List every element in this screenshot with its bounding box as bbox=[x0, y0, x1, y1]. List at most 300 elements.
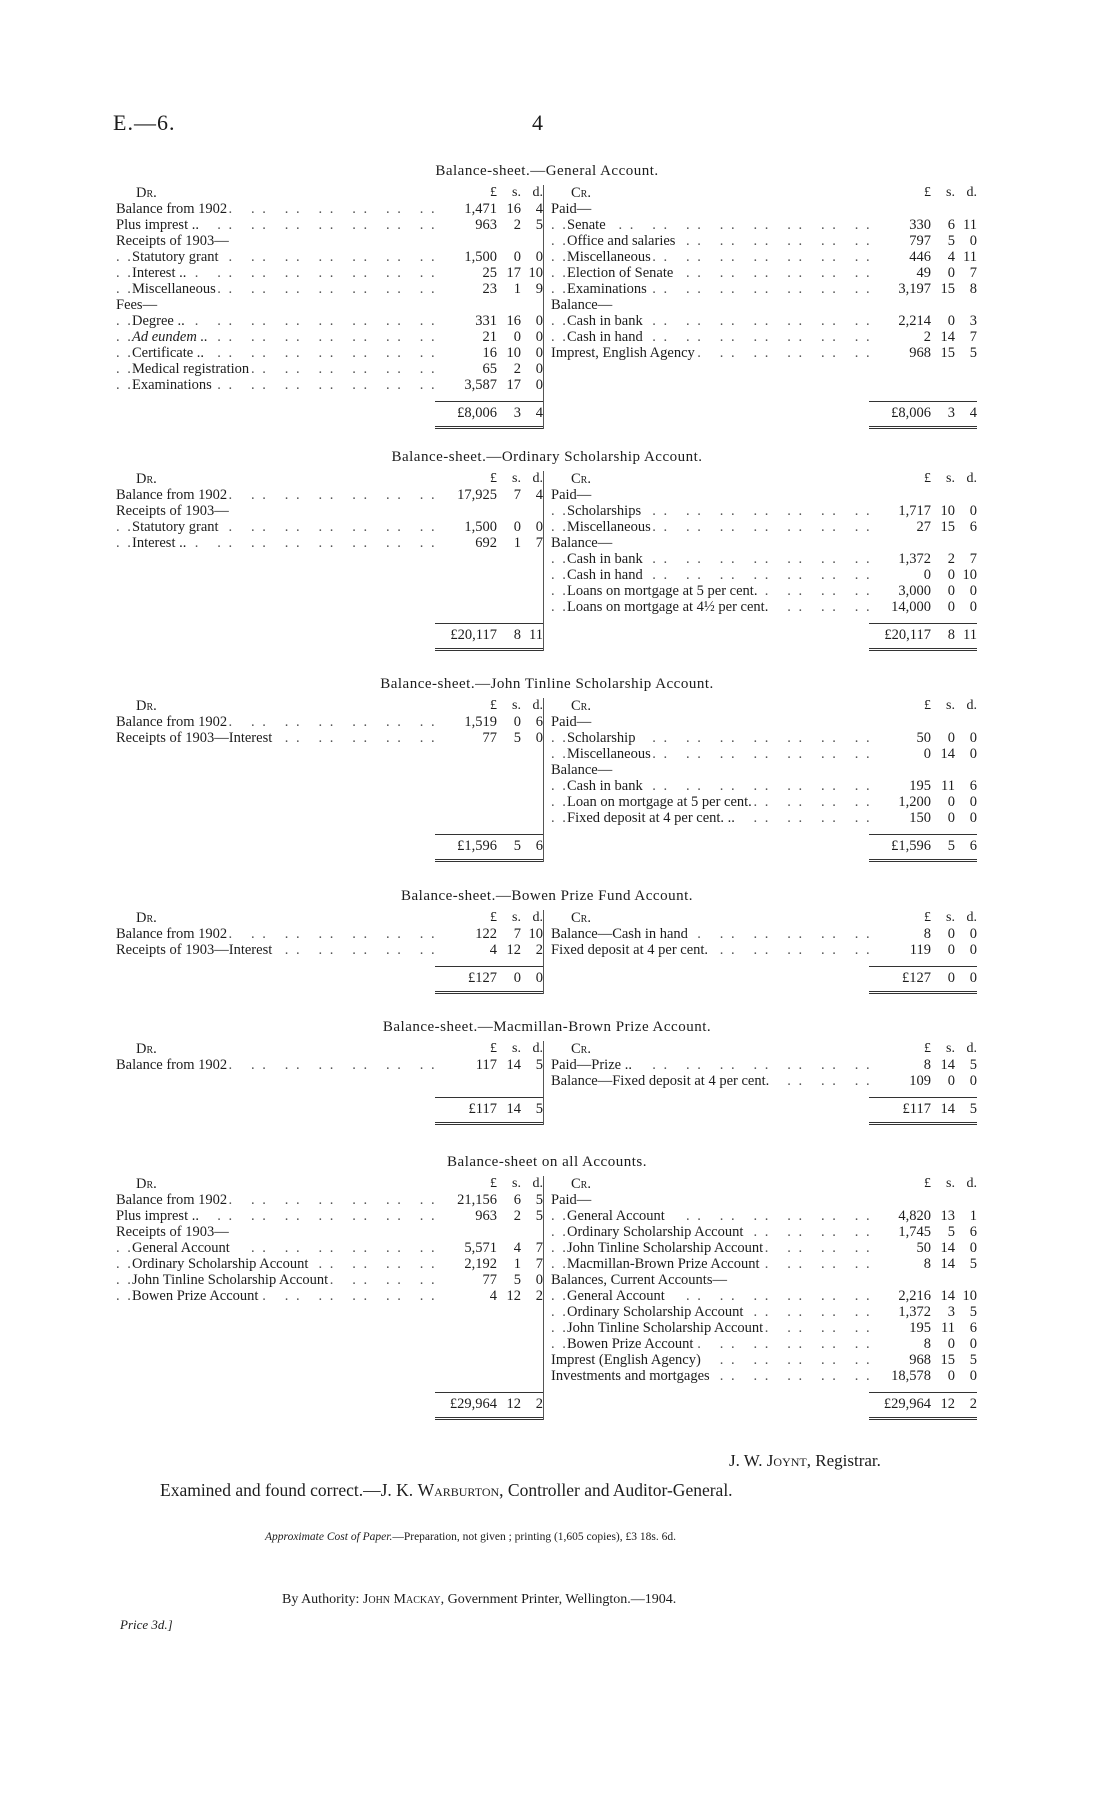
dr-entry-text: Degree .. bbox=[132, 313, 185, 329]
cr-entry-shillings bbox=[931, 714, 955, 730]
cr-entry-text: Paid— bbox=[551, 714, 592, 730]
dr-entry bbox=[116, 1256, 543, 1272]
cr-column bbox=[543, 471, 977, 651]
cr-total-amount bbox=[869, 970, 977, 987]
dr-entry-label bbox=[116, 217, 435, 233]
dr-total bbox=[435, 834, 543, 862]
dr-entry bbox=[116, 1224, 543, 1240]
cr-entry-pence: 7 bbox=[969, 329, 977, 345]
cr-entry-label bbox=[551, 714, 869, 730]
dr-entry-pence: 2 bbox=[535, 942, 543, 958]
dr-entry-pence: 0 bbox=[535, 730, 543, 746]
cr-entry-pence bbox=[955, 201, 977, 217]
cr-entry-amount bbox=[869, 567, 977, 583]
dr-entry-pounds: 117 bbox=[475, 1057, 497, 1073]
dr-entry-shillings: 12 bbox=[506, 1288, 521, 1304]
cr-entry-shillings bbox=[931, 297, 955, 313]
dr-entry-amount bbox=[435, 1240, 543, 1256]
cr-entry bbox=[551, 762, 977, 778]
dr-entry-text: General Account bbox=[132, 1240, 230, 1256]
cr-entry-text: General Account bbox=[567, 1208, 665, 1224]
dr-entry-pence: 0 bbox=[535, 249, 543, 265]
cr-entry-shillings: 14 bbox=[940, 1240, 955, 1256]
cr-entry-text: Paid— bbox=[551, 201, 592, 217]
dr-entry-label bbox=[116, 281, 435, 297]
cr-total-amount bbox=[869, 1101, 977, 1118]
dr-entry-text: Plus imprest .. bbox=[116, 217, 199, 233]
cr-entry-label bbox=[551, 329, 869, 345]
dr-entry-amount bbox=[435, 1208, 543, 1224]
cr-entry-shillings bbox=[931, 1192, 955, 1208]
dr-entry bbox=[116, 217, 543, 233]
balance-sheet bbox=[116, 163, 978, 429]
cr-entry bbox=[551, 794, 977, 810]
cr-entry bbox=[551, 746, 977, 762]
dr-entry-amount bbox=[435, 265, 543, 281]
dr-money-head-shillings: s. bbox=[512, 471, 521, 486]
dr-entry-text: Ad eundem .. bbox=[132, 329, 208, 345]
dr-entry-pence: 0 bbox=[535, 519, 543, 535]
dr-entry-amount bbox=[435, 1224, 543, 1240]
dr-money-head-pounds: £ bbox=[490, 471, 497, 486]
cr-entry bbox=[551, 551, 977, 567]
cr-entry-text: Paid—Prize .. bbox=[551, 1057, 632, 1073]
dr-entry-amount bbox=[435, 1192, 543, 1208]
dr-entry-pounds: 21 bbox=[482, 329, 497, 345]
cr-total-pounds: £29,964 bbox=[883, 1396, 931, 1412]
dr-entry-label bbox=[116, 1224, 435, 1240]
dr-total-row bbox=[116, 401, 543, 429]
dr-entry-pence: 7 bbox=[535, 1240, 543, 1256]
dr-entry-pence bbox=[521, 297, 543, 313]
dr-money-head-pence: d. bbox=[532, 910, 543, 925]
dr-entry-pounds: 1,519 bbox=[464, 714, 497, 730]
dr-entry bbox=[116, 377, 543, 393]
paper-cost-label: Approximate Cost of Paper. bbox=[265, 1531, 393, 1543]
cr-entry-shillings: 0 bbox=[947, 567, 955, 583]
cr-entry bbox=[551, 1256, 977, 1272]
cr-entry-amount bbox=[869, 1320, 977, 1336]
cr-entry-pounds: 150 bbox=[909, 810, 931, 826]
cr-entry-text: Fixed deposit at 4 per cent. bbox=[551, 942, 709, 958]
cr-total-row bbox=[551, 1392, 977, 1420]
dr-entry-text: Examinations bbox=[132, 377, 212, 393]
dr-entry bbox=[116, 249, 543, 265]
dr-entry-text: Balance from 1902 bbox=[116, 714, 228, 730]
dr-total-amount bbox=[435, 1101, 543, 1118]
cr-entry-pence bbox=[955, 1272, 977, 1288]
cr-entry bbox=[551, 778, 977, 794]
cr-entry-label bbox=[551, 345, 869, 361]
cr-entry-label bbox=[551, 794, 869, 810]
dr-money-head-amount bbox=[435, 1176, 543, 1192]
cr-entry-label bbox=[551, 1304, 869, 1320]
dr-entry-amount bbox=[435, 487, 543, 503]
cr-entry-pence: 10 bbox=[962, 1288, 977, 1304]
cr-entry-label bbox=[551, 1073, 869, 1089]
dr-entry bbox=[116, 926, 543, 942]
cr-entry-text: Balance— bbox=[551, 762, 613, 778]
cr-entry-shillings bbox=[931, 535, 955, 551]
cr-entry-text: Balance— bbox=[551, 535, 613, 551]
cr-entry-shillings: 0 bbox=[947, 926, 955, 942]
dr-heading: Dr. bbox=[136, 185, 157, 201]
dr-entry-text: Balance from 1902 bbox=[116, 487, 228, 503]
cr-entry-shillings: 0 bbox=[947, 599, 955, 615]
cr-money-head-shillings: s. bbox=[946, 185, 955, 200]
dr-entry-label bbox=[116, 1192, 435, 1208]
dr-entry-pence: 2 bbox=[535, 1288, 543, 1304]
paper-cost-note bbox=[265, 1531, 676, 1543]
dr-money-head-pence: d. bbox=[532, 1041, 543, 1056]
cr-entry-shillings: 11 bbox=[941, 1320, 955, 1336]
sheet-columns bbox=[116, 698, 978, 862]
dr-money-head-pence: d. bbox=[532, 1176, 543, 1191]
cr-entry-pounds bbox=[869, 487, 931, 503]
cr-entry-amount bbox=[869, 810, 977, 826]
cr-entry-pence: 0 bbox=[969, 1240, 977, 1256]
dr-entry-shillings: 2 bbox=[513, 217, 521, 233]
cr-entry-amount bbox=[869, 714, 977, 730]
cr-entry-amount bbox=[869, 503, 977, 519]
cr-entry-text: Macmillan-Brown Prize Account bbox=[567, 1256, 760, 1272]
cr-entry-pence: 0 bbox=[969, 746, 977, 762]
dr-heading: Dr. bbox=[136, 1176, 157, 1192]
cr-entry-text: Imprest, English Agency bbox=[551, 345, 695, 361]
dr-total-amount bbox=[435, 627, 543, 644]
cr-entry-amount bbox=[869, 942, 977, 958]
cr-entry-pence: 0 bbox=[969, 942, 977, 958]
cr-entry-shillings: 15 bbox=[940, 281, 955, 297]
cr-entry-pounds: 446 bbox=[909, 249, 931, 265]
dr-entry-shillings: 1 bbox=[513, 281, 521, 297]
dr-entry bbox=[116, 942, 543, 958]
cr-entry-pounds: 50 bbox=[916, 730, 931, 746]
cr-entry-amount bbox=[869, 519, 977, 535]
balance-sheet bbox=[116, 676, 978, 862]
cr-entry-text: Ordinary Scholarship Account bbox=[567, 1224, 744, 1240]
cr-entry-pence: 5 bbox=[969, 1256, 977, 1272]
cr-entry-shillings: 6 bbox=[947, 217, 955, 233]
cr-total-pence: 6 bbox=[969, 838, 977, 854]
dr-entry bbox=[116, 746, 543, 762]
dr-entry-label bbox=[116, 535, 435, 551]
cr-entry bbox=[551, 1192, 977, 1208]
dr-entry-shillings bbox=[497, 1224, 521, 1240]
cr-entry-text: Cash in hand bbox=[567, 329, 643, 345]
cr-total-shillings: 0 bbox=[947, 970, 955, 986]
dr-entry-amount bbox=[435, 714, 543, 730]
dr-entry-label bbox=[116, 201, 435, 217]
cr-entry-label bbox=[551, 551, 869, 567]
cr-entry-shillings bbox=[931, 762, 955, 778]
auditor-prefix: Examined and found correct.—J. K. bbox=[160, 1480, 418, 1500]
dr-total-pence: 0 bbox=[535, 970, 543, 986]
dr-total-pence: 2 bbox=[535, 1396, 543, 1412]
cr-entry-pence: 5 bbox=[969, 1304, 977, 1320]
cr-entry-pence bbox=[955, 297, 977, 313]
dr-money-head-pence: d. bbox=[532, 185, 543, 200]
cr-entry-pounds bbox=[869, 535, 931, 551]
cr-entry-pounds bbox=[869, 1272, 931, 1288]
dr-entry-amount bbox=[435, 1256, 543, 1272]
cr-column bbox=[543, 1041, 977, 1125]
cr-entry-pounds: 4,820 bbox=[898, 1208, 931, 1224]
cr-total bbox=[869, 834, 977, 862]
dr-entry-label bbox=[116, 926, 435, 942]
dr-entry-text: Receipts of 1903—Interest bbox=[116, 942, 273, 958]
cr-entry-pounds: 3,197 bbox=[898, 281, 931, 297]
dr-entry bbox=[116, 201, 543, 217]
cr-entry-label bbox=[551, 567, 869, 583]
dr-entry-pence bbox=[521, 503, 543, 519]
cr-entry-text: John Tinline Scholarship Account bbox=[567, 1240, 764, 1256]
dr-entry bbox=[116, 345, 543, 361]
cr-entry-label bbox=[551, 1208, 869, 1224]
dr-entry-label bbox=[116, 1057, 435, 1073]
cr-entry-pence: 7 bbox=[969, 265, 977, 281]
cr-entry-amount bbox=[869, 926, 977, 942]
cr-entry-shillings: 5 bbox=[947, 233, 955, 249]
dr-total-shillings: 0 bbox=[513, 970, 521, 986]
dr-entry-shillings: 7 bbox=[513, 926, 521, 942]
dr-entry-pence: 0 bbox=[535, 313, 543, 329]
dr-entry bbox=[116, 583, 543, 599]
dr-entry-pence: 7 bbox=[535, 535, 543, 551]
cr-entry-amount bbox=[869, 551, 977, 567]
dr-entry-shillings: 7 bbox=[513, 487, 521, 503]
cr-money-head-pounds: £ bbox=[924, 1176, 931, 1191]
dr-total-row bbox=[116, 1097, 543, 1125]
dr-entry-shillings bbox=[497, 233, 521, 249]
sheet-title: Balance-sheet.—Ordinary Scholarship Account. bbox=[391, 449, 703, 465]
cr-entry-shillings: 2 bbox=[947, 551, 955, 567]
dr-entry-pence: 0 bbox=[535, 345, 543, 361]
cr-money-head-shillings: s. bbox=[946, 910, 955, 925]
cr-money-head-pence: d. bbox=[966, 1176, 977, 1191]
cr-entry-pounds: 2,216 bbox=[898, 1288, 931, 1304]
cr-entry-amount bbox=[869, 217, 977, 233]
dr-total-amount bbox=[435, 838, 543, 855]
cr-money-head-amount bbox=[869, 698, 977, 714]
dr-entry-amount bbox=[435, 942, 543, 958]
dr-entry-text: Receipts of 1903— bbox=[116, 233, 229, 249]
cr-column bbox=[543, 185, 977, 429]
cr-money-head-shillings: s. bbox=[946, 698, 955, 713]
cr-entry-amount bbox=[869, 1208, 977, 1224]
cr-entry bbox=[551, 233, 977, 249]
cr-total-row bbox=[551, 966, 977, 994]
cr-entry-pence: 6 bbox=[969, 778, 977, 794]
dr-entry-text: Receipts of 1903— bbox=[116, 503, 229, 519]
cr-entry-shillings: 14 bbox=[940, 1288, 955, 1304]
cr-entry-amount bbox=[869, 1224, 977, 1240]
cr-entry-pounds: 50 bbox=[916, 1240, 931, 1256]
cr-entry-text: Paid— bbox=[551, 487, 592, 503]
cr-total-pence: 0 bbox=[969, 970, 977, 986]
dr-entry-label bbox=[116, 519, 435, 535]
cr-entry-text: Balance—Cash in hand bbox=[551, 926, 688, 942]
dr-entry-pounds: 25 bbox=[482, 265, 497, 281]
dr-entry-label bbox=[116, 329, 435, 345]
dr-column bbox=[116, 698, 543, 862]
cr-entry-pounds bbox=[869, 714, 931, 730]
cr-entry bbox=[551, 281, 977, 297]
cr-entry-amount bbox=[869, 1192, 977, 1208]
dr-money-head-pounds: £ bbox=[490, 698, 497, 713]
auditor-statement bbox=[160, 1480, 733, 1501]
cr-entry-label bbox=[551, 1272, 869, 1288]
dr-entry-label bbox=[116, 1240, 435, 1256]
dr-entry-text: Balance from 1902 bbox=[116, 1057, 228, 1073]
cr-entry-shillings bbox=[931, 1272, 955, 1288]
cr-heading: Cr. bbox=[571, 1176, 591, 1192]
dr-money-head-pounds: £ bbox=[490, 1176, 497, 1191]
cr-entry-label bbox=[551, 201, 869, 217]
dr-money-head-pence: d. bbox=[532, 471, 543, 486]
dr-entry bbox=[116, 1073, 543, 1089]
dr-entry-label bbox=[116, 249, 435, 265]
dr-entry bbox=[116, 1272, 543, 1288]
cr-entry-label bbox=[551, 217, 869, 233]
dr-entry-text: Statutory grant bbox=[132, 519, 219, 535]
cr-entry-label bbox=[551, 1336, 869, 1352]
dr-entry-text: Interest .. bbox=[132, 265, 187, 281]
dr-heading-row bbox=[116, 698, 543, 714]
cr-entry-pence: 7 bbox=[969, 551, 977, 567]
dr-entry-shillings: 17 bbox=[506, 377, 521, 393]
cr-heading-row bbox=[551, 1176, 977, 1192]
dr-entry bbox=[116, 1192, 543, 1208]
dr-entry-pence: 7 bbox=[535, 1256, 543, 1272]
cr-entry-label bbox=[551, 487, 869, 503]
cr-entry bbox=[551, 345, 977, 361]
dr-entry-shillings bbox=[497, 503, 521, 519]
dr-entry-amount bbox=[435, 1288, 543, 1304]
dr-entry-text: Fees— bbox=[116, 297, 158, 313]
cr-entry-text: Balance— bbox=[551, 297, 613, 313]
cr-entry bbox=[551, 1320, 977, 1336]
dr-entry bbox=[116, 1368, 543, 1384]
dr-money-head-amount bbox=[435, 185, 543, 201]
dr-total bbox=[435, 623, 543, 651]
cr-entry-shillings: 0 bbox=[947, 1368, 955, 1384]
cr-entry-label bbox=[551, 746, 869, 762]
cr-entry-amount bbox=[869, 1352, 977, 1368]
cr-entry-pounds: 0 bbox=[923, 567, 931, 583]
balance-sheet bbox=[116, 1019, 978, 1125]
cr-entry-text: Miscellaneous bbox=[567, 746, 651, 762]
registrar-title: , Registrar. bbox=[806, 1451, 881, 1470]
cr-entry-label bbox=[551, 1240, 869, 1256]
dr-money-head-shillings: s. bbox=[512, 1041, 521, 1056]
cr-entry-pounds: 330 bbox=[909, 217, 931, 233]
dr-total-row bbox=[116, 623, 543, 651]
cr-entry-amount bbox=[869, 345, 977, 361]
cr-entry-pence: 6 bbox=[969, 519, 977, 535]
cr-money-head-pounds: £ bbox=[924, 185, 931, 200]
cr-entry-pence: 5 bbox=[969, 1352, 977, 1368]
dr-total bbox=[435, 966, 543, 994]
dr-entry-pence: 0 bbox=[535, 1272, 543, 1288]
cr-entry bbox=[551, 535, 977, 551]
paper-cost-text: —Preparation, not given ; printing (1,605 copies), £3 18s. 6d. bbox=[392, 1531, 676, 1543]
dr-entry-shillings: 17 bbox=[506, 265, 521, 281]
cr-entry-text: General Account bbox=[567, 1288, 665, 1304]
cr-total bbox=[869, 1097, 977, 1125]
dr-entry-text: Miscellaneous bbox=[132, 281, 216, 297]
cr-total-shillings: 3 bbox=[947, 405, 955, 421]
cr-total-pence: 4 bbox=[969, 405, 977, 421]
dr-entry bbox=[116, 361, 543, 377]
dr-entry-pounds: 17,925 bbox=[457, 487, 497, 503]
dr-entry bbox=[116, 233, 543, 249]
cr-entry-amount bbox=[869, 778, 977, 794]
dr-entry-shillings: 0 bbox=[513, 329, 521, 345]
dr-entry-text: Receipts of 1903— bbox=[116, 1224, 229, 1240]
cr-entry-shillings: 11 bbox=[941, 778, 955, 794]
cr-entry bbox=[551, 810, 977, 826]
dr-entry-shillings: 2 bbox=[513, 361, 521, 377]
cr-money-head-shillings: s. bbox=[946, 1176, 955, 1191]
dr-entry-amount bbox=[435, 201, 543, 217]
cr-entry-pence: 8 bbox=[969, 281, 977, 297]
dr-entry-pounds bbox=[435, 1224, 497, 1240]
dr-total bbox=[435, 1097, 543, 1125]
cr-entry-text: Investments and mortgages bbox=[551, 1368, 710, 1384]
cr-entry-text: Examinations bbox=[567, 281, 647, 297]
cr-entry bbox=[551, 297, 977, 313]
cr-entry-label bbox=[551, 1352, 869, 1368]
cr-entry-text: Scholarships bbox=[567, 503, 642, 519]
dr-entry-shillings: 0 bbox=[513, 714, 521, 730]
cr-entry-shillings: 0 bbox=[947, 265, 955, 281]
dr-total-pounds: £8,006 bbox=[457, 405, 497, 421]
dr-entry-pounds: 21,156 bbox=[457, 1192, 497, 1208]
document-code: E.—6. bbox=[113, 110, 176, 135]
cr-entry-pounds: 8 bbox=[923, 1336, 931, 1352]
cr-entry bbox=[551, 377, 977, 393]
sheet-title: Balance-sheet on all Accounts. bbox=[447, 1154, 647, 1170]
dr-entry-amount bbox=[435, 503, 543, 519]
cr-total-shillings: 14 bbox=[940, 1101, 955, 1117]
cr-heading: Cr. bbox=[571, 1041, 591, 1057]
dr-entry-label bbox=[116, 942, 435, 958]
cr-entry-text: Cash in bank bbox=[567, 313, 643, 329]
dr-column bbox=[116, 1176, 543, 1420]
cr-entry-label bbox=[551, 1192, 869, 1208]
dr-entry-pence: 0 bbox=[535, 361, 543, 377]
cr-total-pence: 5 bbox=[969, 1101, 977, 1117]
cr-total-pence: 11 bbox=[963, 627, 977, 643]
cr-entry-label bbox=[551, 1256, 869, 1272]
dr-entry-amount bbox=[435, 535, 543, 551]
dr-money-head-pence: d. bbox=[532, 698, 543, 713]
cr-total-shillings: 5 bbox=[947, 838, 955, 854]
cr-heading: Cr. bbox=[571, 698, 591, 714]
cr-entry bbox=[551, 926, 977, 942]
dr-entry bbox=[116, 1288, 543, 1304]
cr-heading-row bbox=[551, 698, 977, 714]
dr-entry-pounds: 1,500 bbox=[464, 519, 497, 535]
dr-entry-shillings: 12 bbox=[506, 942, 521, 958]
cr-money-head-pounds: £ bbox=[924, 471, 931, 486]
cr-entry-shillings: 5 bbox=[947, 1224, 955, 1240]
cr-money-head-amount bbox=[869, 1176, 977, 1192]
cr-total bbox=[869, 401, 977, 429]
dr-entry-pence: 6 bbox=[535, 714, 543, 730]
dr-total-pounds: £1,596 bbox=[457, 838, 497, 854]
